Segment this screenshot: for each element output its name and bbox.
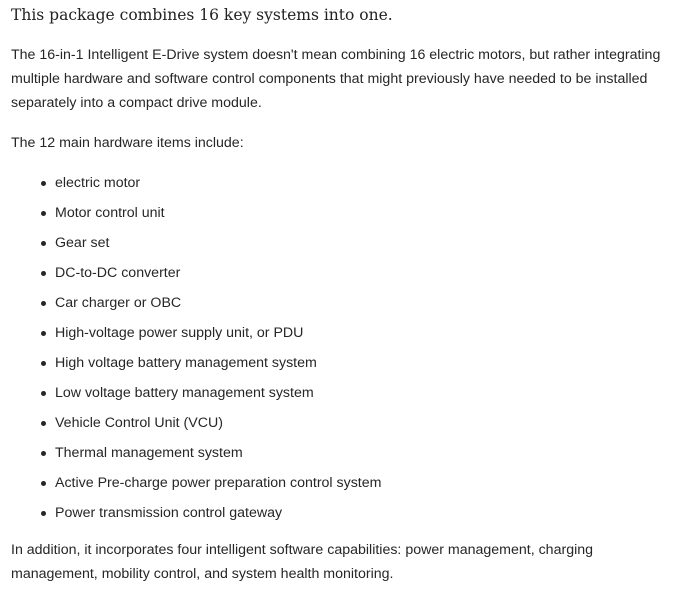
list-item xyxy=(41,443,681,463)
bullet-icon xyxy=(41,301,46,306)
bullet-icon xyxy=(41,421,46,426)
list-item-text: Active Pre-charge power preparation control system xyxy=(55,475,382,491)
bullet-icon xyxy=(41,181,46,186)
list-item xyxy=(41,503,681,523)
bullet-icon xyxy=(41,481,46,486)
bullet-icon xyxy=(41,451,46,456)
list-item-text: electric motor xyxy=(55,175,141,191)
list-item xyxy=(41,263,681,283)
bullet-icon xyxy=(41,241,46,246)
list-item-text: DC-to-DC converter xyxy=(55,265,181,281)
bullet-icon xyxy=(41,511,46,516)
list-item xyxy=(41,413,681,433)
bullet-icon xyxy=(41,271,46,276)
bullet-icon xyxy=(41,211,46,216)
list-item-text: Car charger or OBC xyxy=(55,295,182,311)
list-lead-paragraph: The 12 main hardware items include: xyxy=(11,135,244,151)
list-item xyxy=(41,323,681,343)
list-item-text: Thermal management system xyxy=(55,445,243,461)
list-item-text: High voltage battery management system xyxy=(55,355,317,371)
list-item-text: Low voltage battery management system xyxy=(55,385,314,401)
list-item-text: Power transmission control gateway xyxy=(55,505,283,521)
bullet-icon xyxy=(41,361,46,366)
list-item-text: Motor control unit xyxy=(55,205,165,221)
list-item xyxy=(41,293,681,313)
list-item xyxy=(41,353,681,373)
list-item xyxy=(41,173,681,193)
outro-paragraph: In addition, it incorporates four intelligent software capabilities: power management, charging management, mobility control, and system health monitoring. xyxy=(11,542,594,582)
list-item xyxy=(41,203,681,223)
section-heading: This package combines 16 key systems into one. xyxy=(11,6,393,24)
article-content xyxy=(11,0,681,586)
list-item-text: Vehicle Control Unit (VCU) xyxy=(55,415,223,431)
list-item-text: High-voltage power supply unit, or PDU xyxy=(55,325,304,341)
list-item xyxy=(41,233,681,253)
list-item xyxy=(41,383,681,403)
bullet-icon xyxy=(41,331,46,336)
intro-paragraph: The 16-in-1 Intelligent E-Drive system doesn't mean combining 16 electric motors, but rather integrating multiple hardware and software control components that might previously have needed to be installed separately into a compact drive module. xyxy=(11,47,661,111)
hardware-items-list xyxy=(11,173,681,523)
list-item-text: Gear set xyxy=(55,235,110,251)
bullet-icon xyxy=(41,391,46,396)
list-item xyxy=(41,473,681,493)
